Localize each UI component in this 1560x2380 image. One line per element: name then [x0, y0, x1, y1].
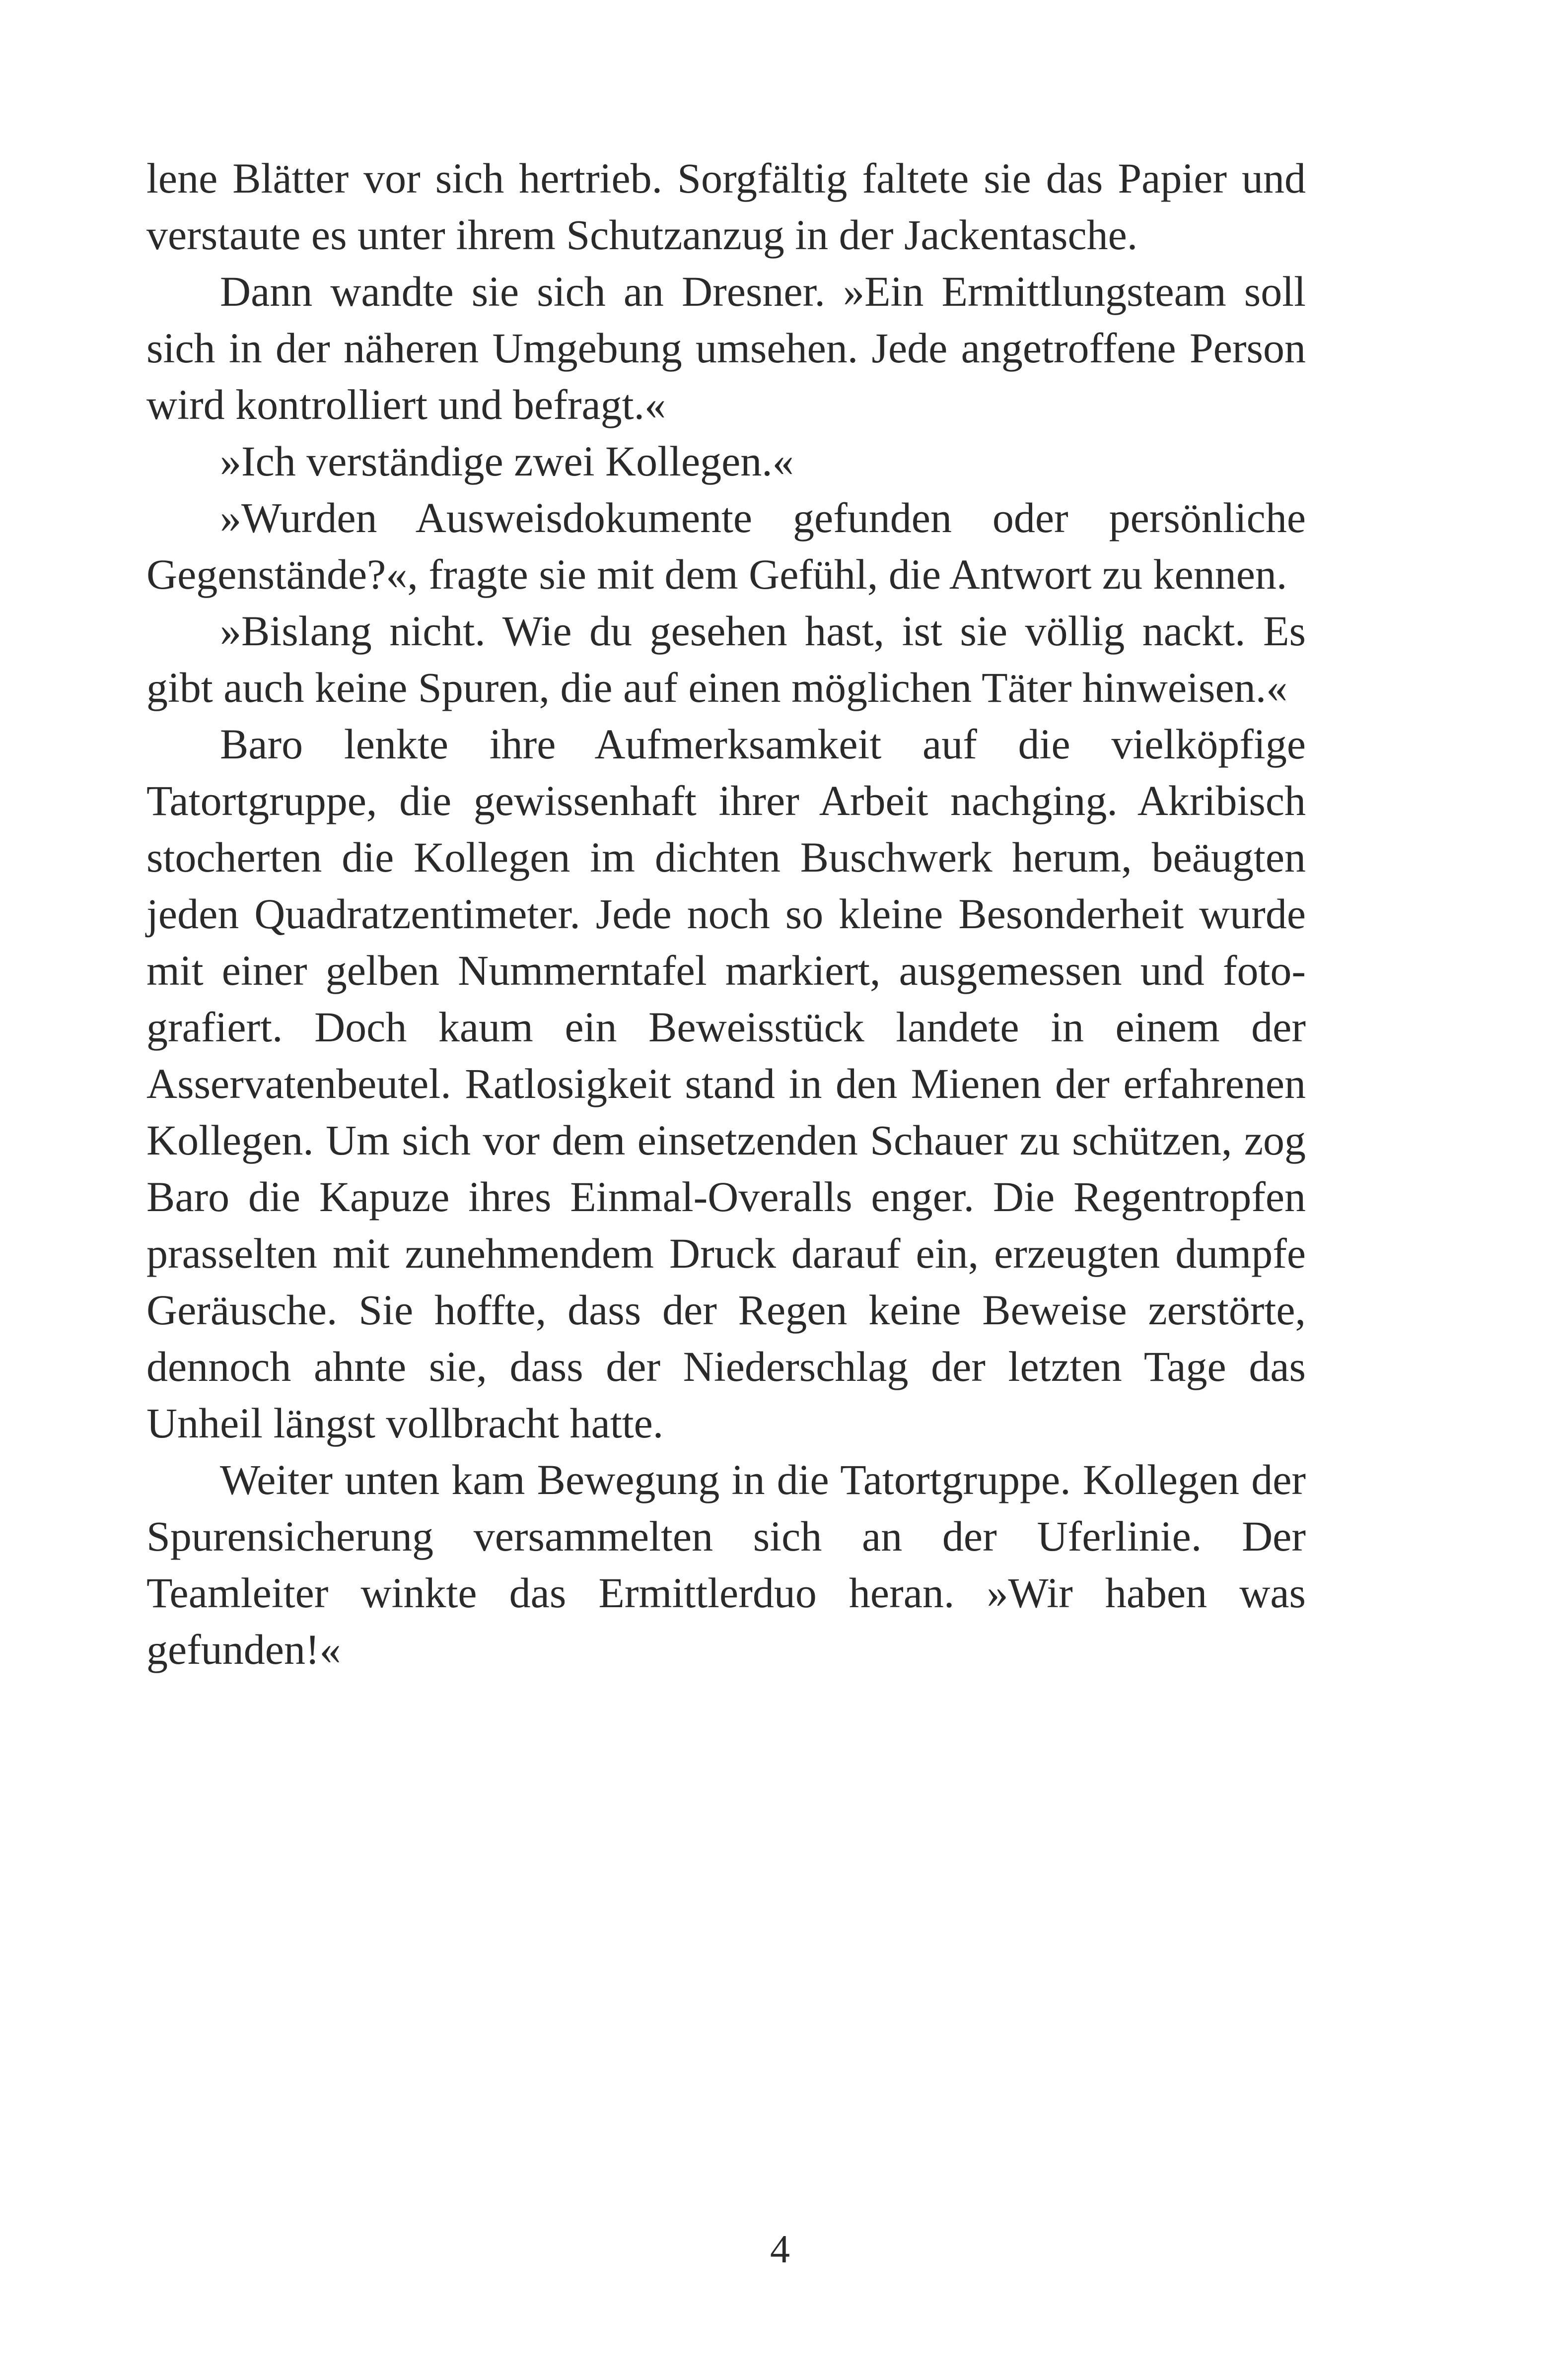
- paragraph-6: Baro lenkte ihre Aufmerksamkeit auf die vielköpfige Tatortgruppe, die gewissenhaft ihrer Arbeit nachging. Akribisch stocherten die Kollegen im dichten Buschwerk herum, beäugten jeden Quadratzentimeter. Jede noch so kleine Besonderheit wurde mit einer gelben Nummerntafel markiert, ausgemessen und fotografiert. Doch kaum ein Beweisstück landete in einem der Asservatenbeutel. Ratlosigkeit stand in den Mienen der erfahrenen Kollegen. Um sich vor dem einsetzenden Schauer zu schützen, zog Baro die Kapuze ihres Einmal-Overalls enger. Die Regentropfen prasselten mit zunehmendem Druck darauf ein, erzeugten dumpfe Geräusche. Sie hoffte, dass der Regen keine Beweise zerstörte, dennoch ahnte sie, dass der Niederschlag der letzten Tage das Unheil längst vollbracht hatte.: [146, 720, 1306, 1447]
- paragraph-5: »Bislang nicht. Wie du gesehen hast, ist sie völlig nackt. Es gibt auch keine Spuren, die auf einen möglichen Täter hinweisen.«: [146, 607, 1306, 711]
- paragraph-7: Weiter unten kam Bewegung in die Tatortgruppe. Kollegen der Spurensicherung versammelten sich an der Uferlinie. Der Teamleiter winkte das Ermittlerduo heran. »Wir haben was gefunden!«: [146, 1456, 1306, 1673]
- paragraph-1: lene Blätter vor sich hertrieb. Sorgfältig faltete sie das Papier und verstaute es unter ihrem Schutzanzug in der Jackentasche.: [146, 154, 1306, 259]
- page-number: 4: [770, 2228, 790, 2271]
- paragraph-2: Dann wandte sie sich an Dresner. »Ein Ermittlungsteam soll sich in der näheren Umgebung umsehen. Jede angetroffene Person wird kontrolliert und befragt.«: [146, 268, 1306, 428]
- body-text: [146, 150, 1306, 1678]
- paragraph-3: »Ich verständige zwei Kollegen.«: [220, 437, 794, 485]
- paragraph-4: »Wurden Ausweisdokumente gefunden oder persönliche Gegenstände?«, fragte sie mit dem Gefühl, die Antwort zu kennen.: [146, 494, 1306, 598]
